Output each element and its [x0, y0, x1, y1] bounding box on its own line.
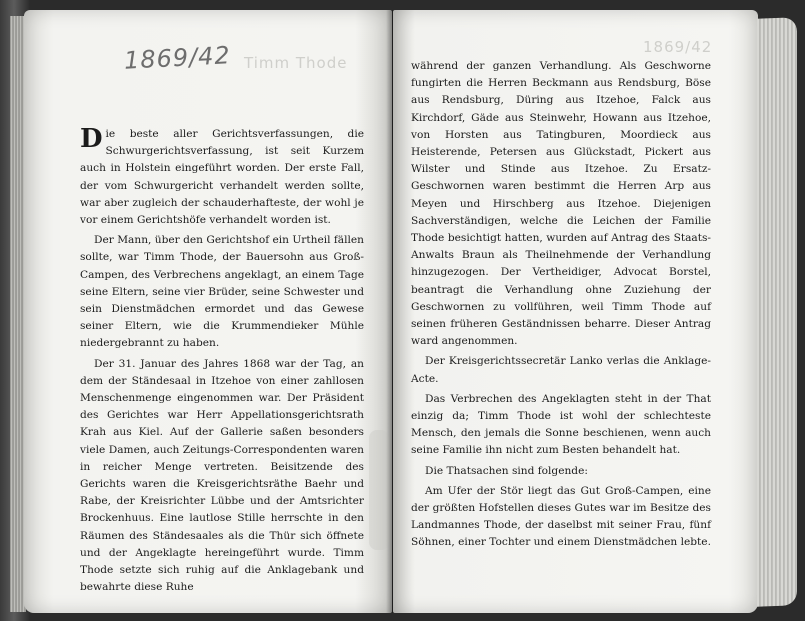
- paragraph: Der 31. Januar des Jahres 1868 war der Tag, an dem der Ständesaal in Itzehoe von einer zahllosen Menschenmenge eingenommen war. Der Präsident des Gerichtes war Herr Appellationsgerichtsrath Krah aus Kiel. Auf der Gallerie saßen besonders viele Damen, auch Zeitungs-Correspondenten waren in reicher Menge vertreten. Beisitzende des Gerichts waren die Kreisgerichtsräthe Baehr und Rabe, der Kreisrichter Lübbe und der Amtsrichter Brockenhuus. Eine lautlose Stille herrschte in den Räumen des Ständesaales als die Thür sich öffnete und der Angeklagte hereingeführt wurde. Timm Thode setzte sich ruhig auf die Anklagebank und bewahrte diese Ruhe: [80, 357, 364, 594]
- paragraph: Am Ufer der Stör liegt das Gut Groß-Campen, eine der größten Hofstellen dieses Gutes war im Besitze des Landmannes Thode, der daselbst mit seiner Frau, fünf Söhnen, einer Tochter und einem Dienstmädchen lebte.: [411, 484, 711, 549]
- bleed-through-number: 1869/42: [643, 38, 713, 56]
- paragraph-text: ie beste aller Gerichtsverfassungen, die Schwurgerichtsverfassung, ist seit Kurzem auch in Holstein eingeführt worden. Der erste Fall, der vom Schwurgericht verhandelt werden sollte, war aber zugleich der schauderhafteste, der wohl je vor einem Gerichtshöfe verhandelt worden ist.: [80, 128, 364, 227]
- left-page-body: [80, 126, 364, 599]
- right-page-edges: [757, 17, 797, 606]
- paragraph: Das Verbrechen des Angeklagten steht in der That einzig da; Timm Thode ist wohl der schlechteste Mensch, den jemals die Sonne beschienen, wenn auch seine Familie ihn nicht zum Besten behandelt hat.: [411, 392, 711, 457]
- paragraph: Die Thatsachen sind folgende:: [425, 464, 588, 477]
- paragraph: während der ganzen Verhandlung. Als Geschworne fungirten die Herren Beckmann aus Rendsburg, Böse aus Rendsburg, Düring aus Itzehoe, Falck aus Kirchdorf, Gäde aus Steinwehr, Howann aus Itzehoe, von Horsten aus Tatingburen, Moordieck aus Heisterende, Petersen aus Glückstadt, Pickert aus Wilster und Stinde aus Itzehoe. Zu Ersatz-Geschwornen waren bestimmt die Herren Arp aus Meyen und Hirschberg aus Itzehoe. Diejenigen Sachverständigen, welche die Leichen der Familie Thode besichtigt hatten, wurden auf Antrag des Staats-Anwalts Braun als Theilnehmende der Verhandlung hinzugezogen. Der Vertheidiger, Advocat Borstel, beantragt die Verhandlung ohne Zuziehung der Geschwornen zu vollführen, weil Timm Thode auf seinen früheren Geständnissen beharre. Dieser Antrag ward angenommen.: [411, 60, 711, 348]
- bleed-through-text: Timm Thode: [244, 54, 348, 72]
- left-page: [24, 10, 392, 613]
- right-page-body: [411, 58, 711, 555]
- paragraph: [80, 126, 364, 229]
- paragraph: Der Kreisgerichtssecretär Lanko verlas die Anklage-Acte.: [411, 355, 711, 385]
- right-page: [393, 10, 758, 613]
- drop-cap: D: [80, 124, 103, 154]
- paragraph: Der Mann, über den Gerichtshof ein Urtheil fällen sollte, war Timm Thode, der Bauersohn aus Groß-Campen, des Verbrechens angeklagt, an einem Tage seine Eltern, seine vier Brüder, seine Schwester und sein Dienstmädchen ermordet und das Gewese seiner Eltern, wie die Krummendieker Mühle niedergebrannt zu haben.: [80, 234, 364, 350]
- pencil-shelfmark: 1869/42: [123, 41, 232, 75]
